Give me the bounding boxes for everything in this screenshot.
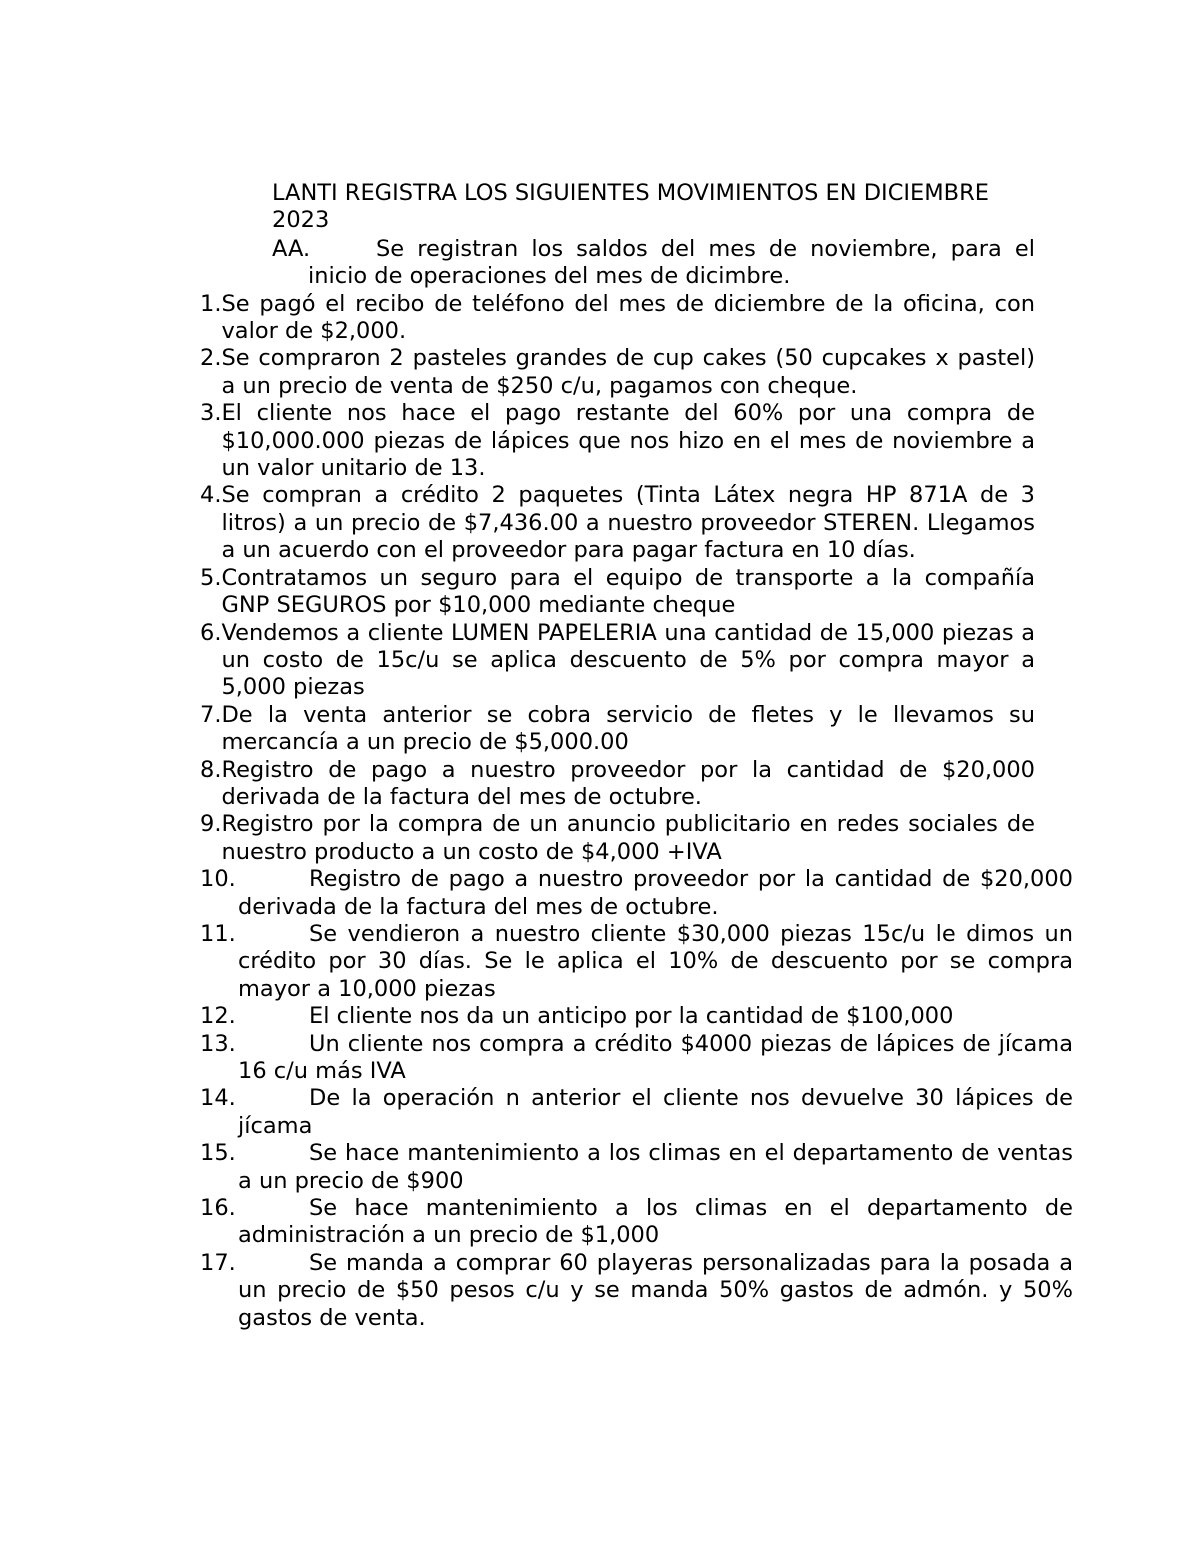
document-heading — [272, 180, 1035, 235]
list-item-text: Vendemos a cliente LUMEN PAPELERIA una cantidad de 15,000 piezas a un costo de 15c/u se aplica descuento de 5% por compra mayor a 5,000 piezas — [221, 619, 1035, 701]
list-item-number: 15. — [200, 1140, 236, 1167]
list-item-text: Registro de pago a nuestro proveedor por la cantidad de $20,000 derivada de la factura del mes de octubre. — [221, 756, 1035, 810]
list-item-text: Se vendieron a nuestro cliente $30,000 piezas 15c/u le dimos un crédito por 30 días. Se le aplica el 10% de descuento por se compra mayor a 10,000 piezas — [238, 920, 1073, 1002]
list-item-text: Se manda a comprar 60 playeras personalizadas para la posada a un precio de $50 pesos c/u y se manda 50% gastos de admón. y 50% gastos de venta. — [238, 1249, 1073, 1331]
list-item-number: 4. — [200, 482, 222, 509]
list-item-number: 2. — [200, 345, 222, 372]
intro-paragraph — [272, 236, 1035, 263]
list-item-text: El cliente nos da un anticipo por la cantidad de $100,000 — [309, 1003, 954, 1030]
intro-text-rest: inicio de operaciones del mes de dicimbre. — [308, 263, 791, 290]
list-item-number: 5. — [200, 564, 222, 591]
intro-text-first: Se registran los saldos del mes de noviembre, para el — [376, 235, 1035, 262]
movements-list — [200, 290, 1073, 1332]
list-item — [200, 866, 1073, 921]
list-item-number: 17. — [200, 1249, 236, 1276]
list-item — [200, 291, 1035, 346]
list-item — [200, 811, 1035, 866]
heading-line-1: LANTI REGISTRA LOS SIGUIENTES MOVIMIENTOS EN DICIEMBRE — [272, 180, 989, 206]
list-item-number: 16. — [200, 1195, 236, 1222]
list-item — [200, 1140, 1073, 1195]
list-item — [200, 1195, 1073, 1250]
list-item-text: Se compraron 2 pasteles grandes de cup cakes (50 cupcakes x pastel) a un precio de venta de $250 c/u, pagamos con cheque. — [221, 345, 1035, 399]
list-item-number: 9. — [200, 811, 222, 838]
list-item-text: Un cliente nos compra a crédito $4000 piezas de lápices de jícama 16 c/u más IVA — [238, 1030, 1073, 1084]
list-item-number: 6. — [200, 619, 222, 646]
list-item-text: De la operación n anterior el cliente nos devuelve 30 lápices de jícama — [238, 1085, 1073, 1139]
list-item-number: 8. — [200, 756, 222, 783]
list-item-number: 12. — [200, 1003, 236, 1030]
list-item — [200, 1250, 1073, 1332]
list-item-text: Se compran a crédito 2 paquetes (Tinta Látex negra HP 871A de 3 litros) a un precio de $7,436.00 a nuestro proveedor STEREN. Llegamos a un acuerdo con el proveedor para pagar factura en 10 días. — [221, 482, 1035, 564]
list-item — [200, 1003, 1073, 1030]
list-item — [200, 565, 1035, 620]
list-item-number: 10. — [200, 866, 236, 893]
heading-line-2: 2023 — [272, 207, 330, 234]
list-item-number: 7. — [200, 701, 222, 728]
list-item-text: Registro de pago a nuestro proveedor por la cantidad de $20,000 derivada de la factura del mes de octubre. — [238, 866, 1073, 920]
list-item-number: 14. — [200, 1085, 236, 1112]
list-item-text: Se pagó el recibo de teléfono del mes de diciembre de la oficina, con valor de $2,000. — [221, 290, 1035, 345]
list-item-number: 11. — [200, 920, 236, 947]
intro-label: AA. — [272, 235, 311, 262]
list-item — [200, 1031, 1073, 1086]
list-item-text: Se hace mantenimiento a los climas en el departamento de administración a un precio de $1,000 — [238, 1195, 1073, 1249]
list-item — [200, 921, 1073, 1003]
list-item-number: 13. — [200, 1030, 236, 1057]
list-item-number: 1. — [200, 290, 222, 317]
list-item-text: Se hace mantenimiento a los climas en el departamento de ventas a un precio de $900 — [238, 1140, 1073, 1194]
list-item — [200, 620, 1035, 702]
list-item — [200, 1085, 1073, 1140]
list-item — [200, 345, 1035, 400]
list-item — [200, 757, 1035, 812]
list-item-text: Contratamos un seguro para el equipo de transporte a la compañía GNP SEGUROS por $10,000 mediante cheque — [221, 564, 1035, 619]
list-item — [200, 400, 1035, 482]
document-body — [200, 180, 1073, 1332]
list-item-text: El cliente nos hace el pago restante del 60% por una compra de $10,000.000 piezas de lápices que nos hizo en el mes de noviembre a un valor unitario de 13. — [221, 400, 1035, 482]
list-item-text: Registro por la compra de un anuncio publicitario en redes sociales de nuestro producto a un costo de $4,000 +IVA — [221, 811, 1035, 865]
list-item — [200, 482, 1035, 564]
list-item — [200, 702, 1035, 757]
list-item-text: De la venta anterior se cobra servicio de fletes y le llevamos su mercancía a un precio de $5,000.00 — [221, 701, 1035, 756]
list-item-number: 3. — [200, 400, 222, 427]
